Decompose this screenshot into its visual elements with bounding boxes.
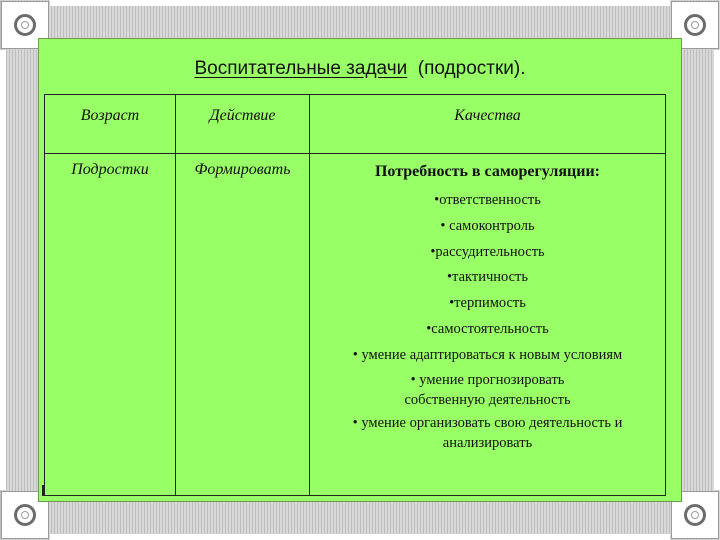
- table-corner-mark: [42, 485, 45, 496]
- cell-age: Подростки: [71, 161, 149, 178]
- frame-gap-bottom: [50, 534, 670, 540]
- cell-qualities: [310, 161, 665, 457]
- ring-icon: [14, 504, 36, 526]
- list-item: • умение организовать свою деятельность и анализировать: [352, 415, 623, 452]
- list-item: •ответственность: [434, 192, 541, 208]
- slide-title: [0, 58, 720, 80]
- cell-action: Формировать: [194, 161, 291, 178]
- tasks-table: [44, 94, 666, 496]
- slide-title-underlined: Воспитательные задачи: [194, 58, 408, 79]
- slide-title-rest: (подростки).: [407, 58, 526, 79]
- list-item: •рассудительность: [430, 243, 545, 260]
- ring-icon: [684, 14, 706, 36]
- qualities-list: [310, 189, 665, 453]
- frame-gap-top: [50, 0, 670, 6]
- ring-icon: [684, 504, 706, 526]
- list-item: • умение адаптироваться к новым условиям: [352, 346, 623, 363]
- header-divider: [45, 153, 665, 154]
- header-action: Действие: [209, 107, 276, 124]
- header-age: Возраст: [80, 107, 140, 124]
- ring-icon: [14, 14, 36, 36]
- list-item: •тактичность: [446, 269, 529, 286]
- list-item: • самоконтроль: [440, 217, 535, 234]
- header-qualities: Качества: [454, 107, 521, 124]
- list-item: • умение прогнозировать собственную деятельность: [404, 371, 571, 408]
- column-divider: [175, 95, 176, 495]
- list-item: •самостоятельность: [426, 320, 549, 337]
- frame-gap-right: [714, 50, 720, 490]
- list-item: •терпимость: [449, 295, 526, 312]
- frame-gap-left: [0, 50, 6, 490]
- qualities-heading: Потребность в саморегуляции:: [374, 163, 601, 180]
